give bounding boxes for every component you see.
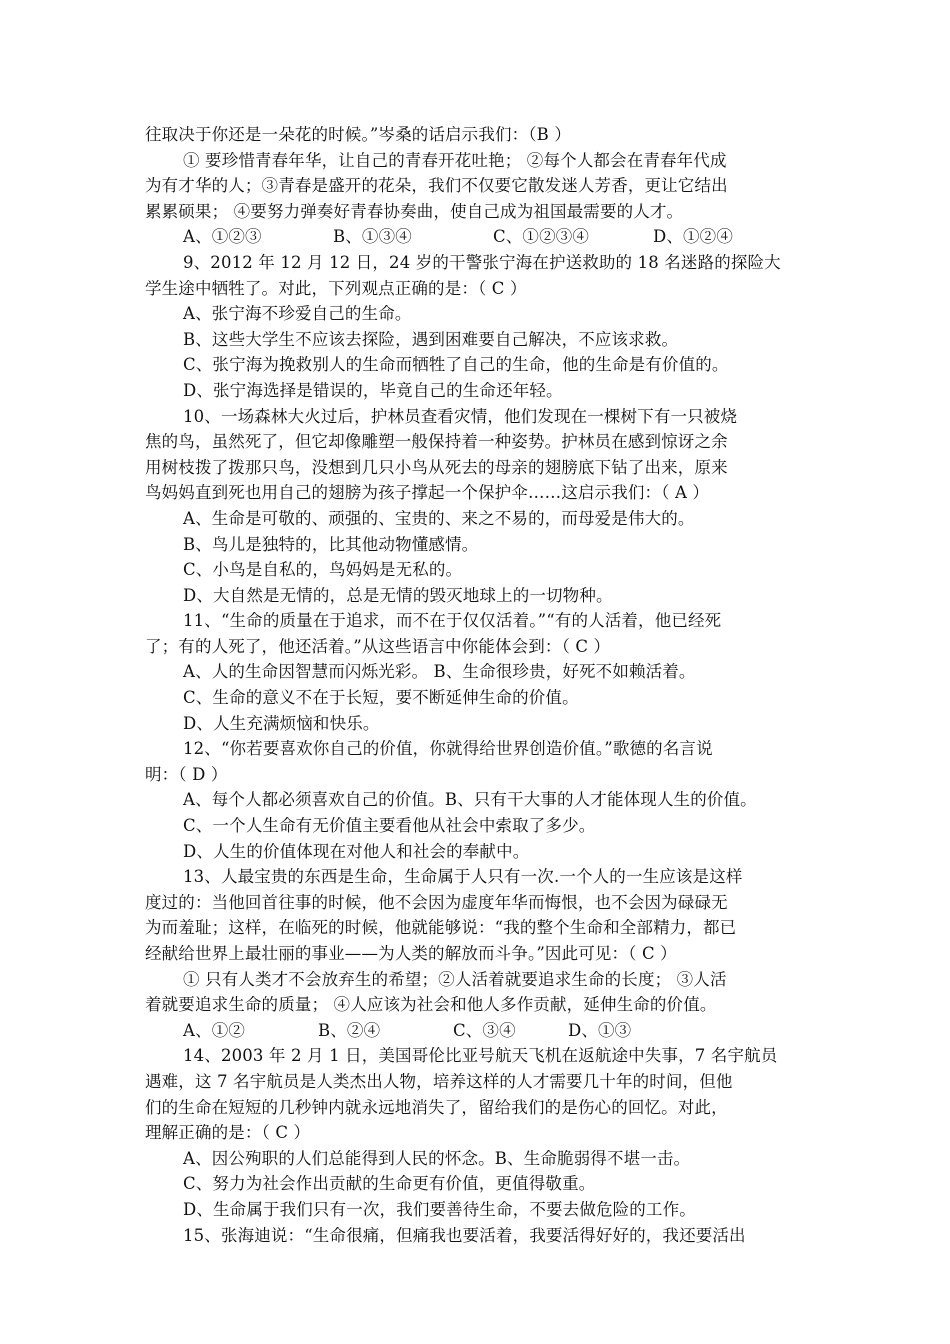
text-line: 经献给世界上最壮丽的事业——为人类的解放而斗争。”因此可见：（ C ） <box>145 944 677 963</box>
option-d: D、①②④ <box>653 227 733 247</box>
text-line: B、这些大学生不应该去探险，遇到困难要自己解决，不应该求救。 <box>183 329 679 349</box>
text-line: B、鸟儿是独特的，比其他动物懂感情。 <box>183 534 479 554</box>
text-line: 明：（ D ） <box>145 764 228 784</box>
text-line: C、生命的意义不在于长短，要不断延伸生命的价值。 <box>183 688 579 708</box>
text-line: A、生命是可敬的、顽强的、宝贵的、来之不易的，而母爱是伟大的。 <box>183 508 695 528</box>
option-c: C、③④ <box>453 1020 516 1040</box>
text-line: 遇难，这 7 名宇航员是人类杰出人物，培养这样的人才需要几十年的时间，但他 <box>145 1071 733 1091</box>
option-b: B、①③④ <box>333 227 412 247</box>
text-line: 理解正确的是：（ C ） <box>145 1123 311 1143</box>
text-line: 用树枝拨了拨那只鸟，没想到几只小鸟从死去的母亲的翅膀底下钻了出来，原来 <box>145 457 728 477</box>
text-line: 10、一场森林大火过后，护林员查看灾情，他们发现在一棵树下有一只被烧 <box>183 406 738 426</box>
text-line: 为而羞耻；这样，在临死的时候，他就能够说：“我的整个生命和全部精力，都已 <box>145 918 737 938</box>
text-line: A、人的生命因智慧而闪烁光彩。 B、生命很珍贵，好死不如赖活着。 <box>183 662 696 682</box>
text-line: 9、2012 年 12 月 12 日，24 岁的干警张宁海在护送救助的 18 名迷路的探险大 <box>183 252 781 272</box>
text-line: 15、张海迪说：“生命很痛，但痛我也要活着，我要活得好好的，我还要活出 <box>183 1225 746 1245</box>
text-line: 11、“生命的质量在于追求，而不在于仅仅活着。”“有的人活着，他已经死 <box>183 611 722 631</box>
text-line: C、一个人生命有无价值主要看他从社会中索取了多少。 <box>183 816 596 836</box>
options-q13 <box>145 1018 807 1044</box>
text-line: A、每个人都必须喜欢自己的价值。B、只有干大事的人才能体现人生的价值。 <box>183 790 757 810</box>
option-b: B、②④ <box>318 1020 381 1040</box>
text-line: D、张宁海选择是错误的，毕竟自己的生命还年轻。 <box>183 380 563 400</box>
text-line: C、小鸟是自私的，鸟妈妈是无私的。 <box>183 560 463 580</box>
text-line: A、因公殉职的人们总能得到人民的怀念。B、生命脆弱得不堪一击。 <box>183 1148 691 1168</box>
text-line: 们的生命在短短的几秒钟内就永远地消失了，留给我们的是伤心的回忆。对此， <box>145 1097 728 1117</box>
text-line: 累累硕果； ④要努力弹奏好青春协奏曲，使自己成为祖国最需要的人才。 <box>145 201 684 221</box>
text-line: 14、2003 年 2 月 1 日，美国哥伦比亚号航天飞机在返航途中失事，7 名宇航员 <box>183 1046 778 1066</box>
text-line: ① 要珍惜青春年华，让自己的青春开花吐艳； ②每个人都会在青春年代成 <box>183 150 727 170</box>
text-line: 往取决于你还是一朵花的时候。”岑桑的话启示我们：（B ） <box>145 125 572 144</box>
text-line: D、人生的价值体现在对他人和社会的奉献中。 <box>183 841 530 861</box>
text-line: 学生途中牺牲了。对此，下列观点正确的是：（ C ） <box>145 278 527 298</box>
text-line: A、张宁海不珍爱自己的生命。 <box>183 304 412 324</box>
option-d: D、①③ <box>568 1020 632 1040</box>
text-line: 度过的：当他回首往事的时候，他不会因为虚度年华而悔恨，也不会因为碌碌无 <box>145 892 728 912</box>
text-line: 焦的鸟，虽然死了，但它却像雕塑一般保持着一种姿势。护林员在感到惊讶之余 <box>145 432 728 452</box>
text-line: D、生命属于我们只有一次，我们要善待生命，不要去做危险的工作。 <box>183 1199 696 1219</box>
text-line: 13、人最宝贵的东西是生命，生命属于人只有一次.一个人的一生应该是这样 <box>183 867 743 887</box>
options-q8 <box>145 224 807 250</box>
text-line: 为有才华的人；③青春是盛开的花朵，我们不仅要它散发迷人芳香，更让它结出 <box>145 176 728 196</box>
question-text <box>145 122 807 1248</box>
text-line: C、努力为社会作出贡献的生命更有价值，更值得敬重。 <box>183 1174 596 1194</box>
option-a: A、①②③ <box>183 227 262 247</box>
text-line: ① 只有人类才不会放弃生的希望；②人活着就要追求生命的长度； ③人活 <box>183 969 727 989</box>
text-line: 鸟妈妈直到死也用自己的翅膀为孩子撑起一个保护伞……这启示我们：（ A ） <box>145 483 710 503</box>
text-line: C、张宁海为挽救别人的生命而牺牲了自己的生命，他的生命是有价值的。 <box>183 355 729 375</box>
option-c: C、①②③④ <box>493 227 590 247</box>
text-line: D、人生充满烦恼和快乐。 <box>183 713 380 733</box>
option-a: A、①② <box>183 1020 246 1040</box>
text-line: 12、“你若要喜欢你自己的价值，你就得给世界创造价值。”歌德的名言说 <box>183 739 713 759</box>
text-line: 着就要追求生命的质量； ④人应该为社会和他人多作贡献，延伸生命的价值。 <box>145 995 717 1015</box>
text-line: 了；有的人死了，他还活着。”从这些语言中你能体会到：（ C ） <box>145 636 611 656</box>
text-line: D、大自然是无情的，总是无情的毁灭地球上的一切物种。 <box>183 585 613 605</box>
